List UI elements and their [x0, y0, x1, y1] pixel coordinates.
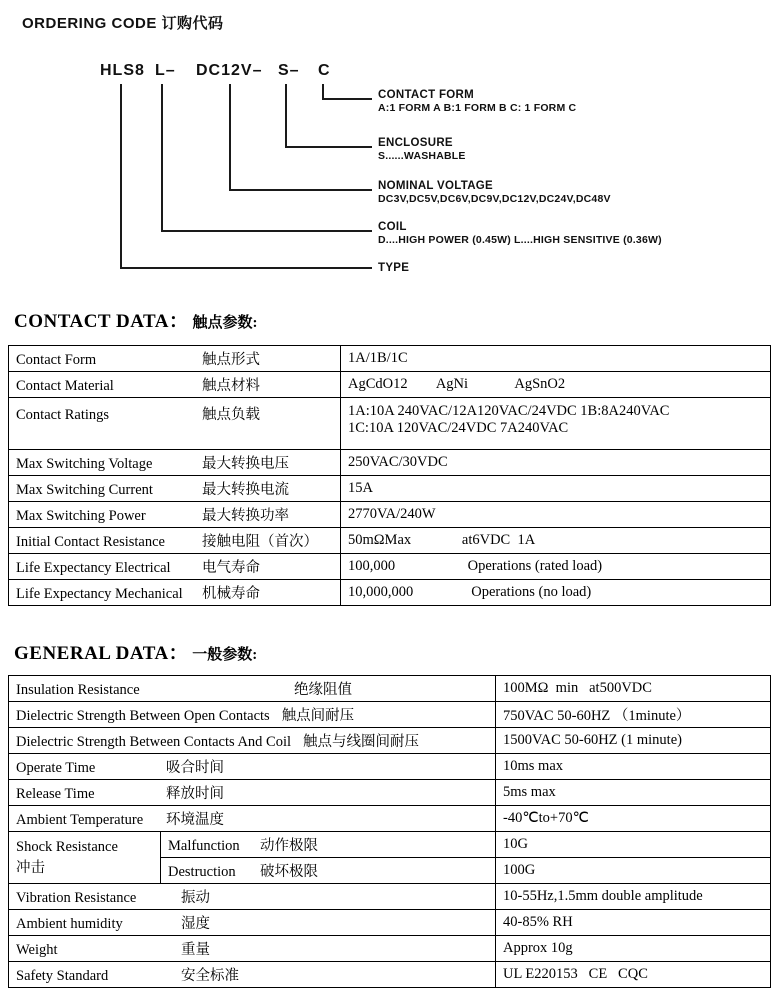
table-row: [9, 728, 771, 754]
label-cell: [9, 806, 496, 832]
shock-label-cell: [9, 832, 161, 884]
label-en: Max Switching Power: [16, 508, 146, 524]
value-cell: 100,000 Operations (rated load): [341, 554, 771, 580]
label-en: Dielectric Strength Between Contacts And Coil: [16, 734, 292, 750]
code-token-enclosure: S–: [278, 62, 300, 79]
value-cell: 5ms max: [496, 780, 771, 806]
branch-detail: S......WASHABLE: [378, 150, 466, 162]
label-cell: [9, 884, 496, 910]
label-zh: 触点间耐压: [281, 708, 355, 724]
label-en: Max Switching Voltage: [16, 456, 153, 472]
value-cell: 1A/1B/1C: [341, 346, 771, 372]
label-en: Life Expectancy Mechanical: [16, 586, 183, 602]
value-cell: 250VAC/30VDC: [341, 450, 771, 476]
label-en: Weight: [16, 942, 58, 958]
label-cell: [9, 962, 496, 988]
value-cell: 50mΩMax at6VDC 1A: [341, 528, 771, 554]
label-en: Initial Contact Resistance: [16, 534, 165, 550]
table-row: [9, 528, 771, 554]
branch-title: NOMINAL VOLTAGE: [378, 180, 494, 192]
contact-heading-en: CONTACT DATA：: [14, 311, 189, 332]
value-cell: 750VAC 50-60HZ （1minute）: [496, 702, 771, 728]
branch-detail: A:1 FORM A B:1 FORM B C: 1 FORM C: [378, 102, 577, 114]
label-zh: 电气寿命: [202, 560, 260, 576]
table-row: [9, 936, 771, 962]
contact-heading-zh: 触点参数:: [192, 315, 258, 331]
label-cell: [9, 580, 341, 606]
label-en: Contact Ratings: [16, 407, 110, 423]
label-zh: 触点与线圈间耐压: [303, 734, 420, 750]
sublabel-cell: [161, 832, 496, 858]
value-cell: -40℃to+70℃: [496, 806, 771, 832]
branch-label-contact-form: [378, 89, 576, 115]
branch-label-type: [378, 262, 409, 275]
value-cell: 10-55Hz,1.5mm double amplitude: [496, 884, 771, 910]
table-row: [9, 580, 771, 606]
value-cell: 15A: [341, 476, 771, 502]
general-heading-zh: 一般参数:: [192, 647, 258, 663]
table-row: [9, 450, 771, 476]
label-cell: [9, 346, 341, 372]
branch-label-nominal-voltage: [378, 180, 611, 206]
label-cell: [9, 502, 341, 528]
table-row: [9, 502, 771, 528]
label-zh: 触点形式: [202, 352, 260, 368]
label-en: Insulation Resistance: [16, 682, 140, 698]
table-row: [9, 910, 771, 936]
label-en: Shock Resistance: [16, 838, 118, 855]
branch-title: TYPE: [378, 262, 410, 274]
value-cell: 2770VA/240W: [341, 502, 771, 528]
contact-data-heading: [14, 306, 258, 333]
label-en: Contact Form: [16, 352, 97, 368]
label-zh: 触点负载: [202, 407, 260, 423]
value-cell: 10,000,000 Operations (no load): [341, 580, 771, 606]
label-zh: 绝缘阻值: [294, 682, 352, 698]
table-row: [9, 780, 771, 806]
label-zh: 破坏极限: [260, 864, 318, 880]
label-zh: 湿度: [181, 916, 210, 932]
label-cell: [9, 554, 341, 580]
label-en: Dielectric Strength Between Open Contacts: [16, 708, 270, 724]
label-en: Ambient humidity: [16, 916, 123, 932]
ordering-heading-en: ORDERING CODE: [22, 15, 157, 32]
branch-line-type: [120, 84, 372, 269]
value-cell: [341, 398, 771, 450]
code-token-contact-form: C: [318, 62, 331, 79]
label-zh: 环境温度: [166, 812, 224, 828]
label-zh: 最大转换电压: [202, 456, 289, 472]
value-line: 1C:10A 120VAC/24VDC 7A240VAC: [348, 420, 569, 436]
value-cell: Approx 10g: [496, 936, 771, 962]
sublabel-cell: [161, 858, 496, 884]
label-cell: [9, 754, 496, 780]
label-cell: [9, 528, 341, 554]
label-zh: 振动: [181, 890, 210, 906]
label-zh: 动作极限: [260, 838, 318, 854]
branch-title: CONTACT FORM: [378, 89, 475, 101]
value-cell: 10G: [496, 832, 771, 858]
table-row: [9, 754, 771, 780]
value-cell: 100G: [496, 858, 771, 884]
table-row: [9, 676, 771, 702]
label-zh: 机械寿命: [202, 586, 260, 602]
label-en: Life Expectancy Electrical: [16, 560, 171, 576]
label-cell: [9, 728, 496, 754]
code-token-coil: L–: [155, 62, 176, 79]
label-en: Safety Standard: [16, 968, 109, 984]
table-row: [9, 806, 771, 832]
value-cell: 40-85% RH: [496, 910, 771, 936]
label-zh: 安全标准: [181, 968, 239, 984]
label-cell: [9, 676, 496, 702]
label-cell: [9, 936, 496, 962]
label-zh: 吸合时间: [166, 760, 224, 776]
label-cell: [9, 702, 496, 728]
label-en: Max Switching Current: [16, 482, 153, 498]
table-row: [9, 372, 771, 398]
value-line: 1A:10A 240VAC/12A120VAC/24VDC 1B:8A240VAC: [348, 403, 670, 419]
general-data-table: [8, 675, 771, 988]
label-zh: 冲击: [16, 859, 45, 876]
value-cell: 10ms max: [496, 754, 771, 780]
label-cell: [9, 910, 496, 936]
label-cell: [9, 476, 341, 502]
general-heading-en: GENERAL DATA：: [14, 643, 189, 664]
table-row: [9, 476, 771, 502]
label-cell: [9, 398, 341, 450]
label-en: Release Time: [16, 786, 95, 802]
label-zh: 最大转换功率: [202, 508, 289, 524]
label-en: Destruction: [168, 864, 236, 880]
table-row: [9, 962, 771, 988]
table-row: [9, 398, 771, 450]
ordering-heading-zh: 订购代码: [161, 15, 224, 32]
label-zh: 重量: [181, 942, 210, 958]
ordering-heading: [22, 12, 224, 33]
code-token-voltage: DC12V–: [196, 62, 263, 79]
branch-label-enclosure: [378, 137, 466, 163]
branch-title: ENCLOSURE: [378, 137, 453, 149]
table-row: [9, 346, 771, 372]
table-row: [9, 884, 771, 910]
label-cell: [9, 450, 341, 476]
value-cell: 1500VAC 50-60HZ (1 minute): [496, 728, 771, 754]
value-cell: AgCdO12 AgNi AgSnO2: [341, 372, 771, 398]
label-cell: [9, 372, 341, 398]
general-data-heading: [14, 638, 257, 665]
label-zh: 最大转换电流: [202, 482, 289, 498]
table-row: [9, 832, 771, 858]
value-cell: UL E220153 CE CQC: [496, 962, 771, 988]
code-token-type: HLS8: [100, 62, 145, 79]
label-zh: 接触电阻（首次）: [202, 534, 318, 550]
label-en: Ambient Temperature: [16, 812, 144, 828]
branch-detail: D....HIGH POWER (0.45W) L....HIGH SENSITIVE (0.36W): [378, 234, 662, 246]
contact-data-table: [8, 345, 771, 606]
label-zh: 触点材料: [202, 378, 260, 394]
label-en: Malfunction: [168, 838, 240, 854]
table-row: [9, 554, 771, 580]
label-en: Operate Time: [16, 760, 96, 776]
value-cell: 100MΩ min at500VDC: [496, 676, 771, 702]
label-cell: [9, 780, 496, 806]
branch-title: COIL: [378, 221, 407, 233]
branch-detail: DC3V,DC5V,DC6V,DC9V,DC12V,DC24V,DC48V: [378, 193, 611, 205]
table-row: [9, 702, 771, 728]
label-en: Contact Material: [16, 378, 114, 394]
branch-label-coil: [378, 221, 662, 247]
label-zh: 释放时间: [166, 786, 224, 802]
label-en: Vibration Resistance: [16, 890, 137, 906]
